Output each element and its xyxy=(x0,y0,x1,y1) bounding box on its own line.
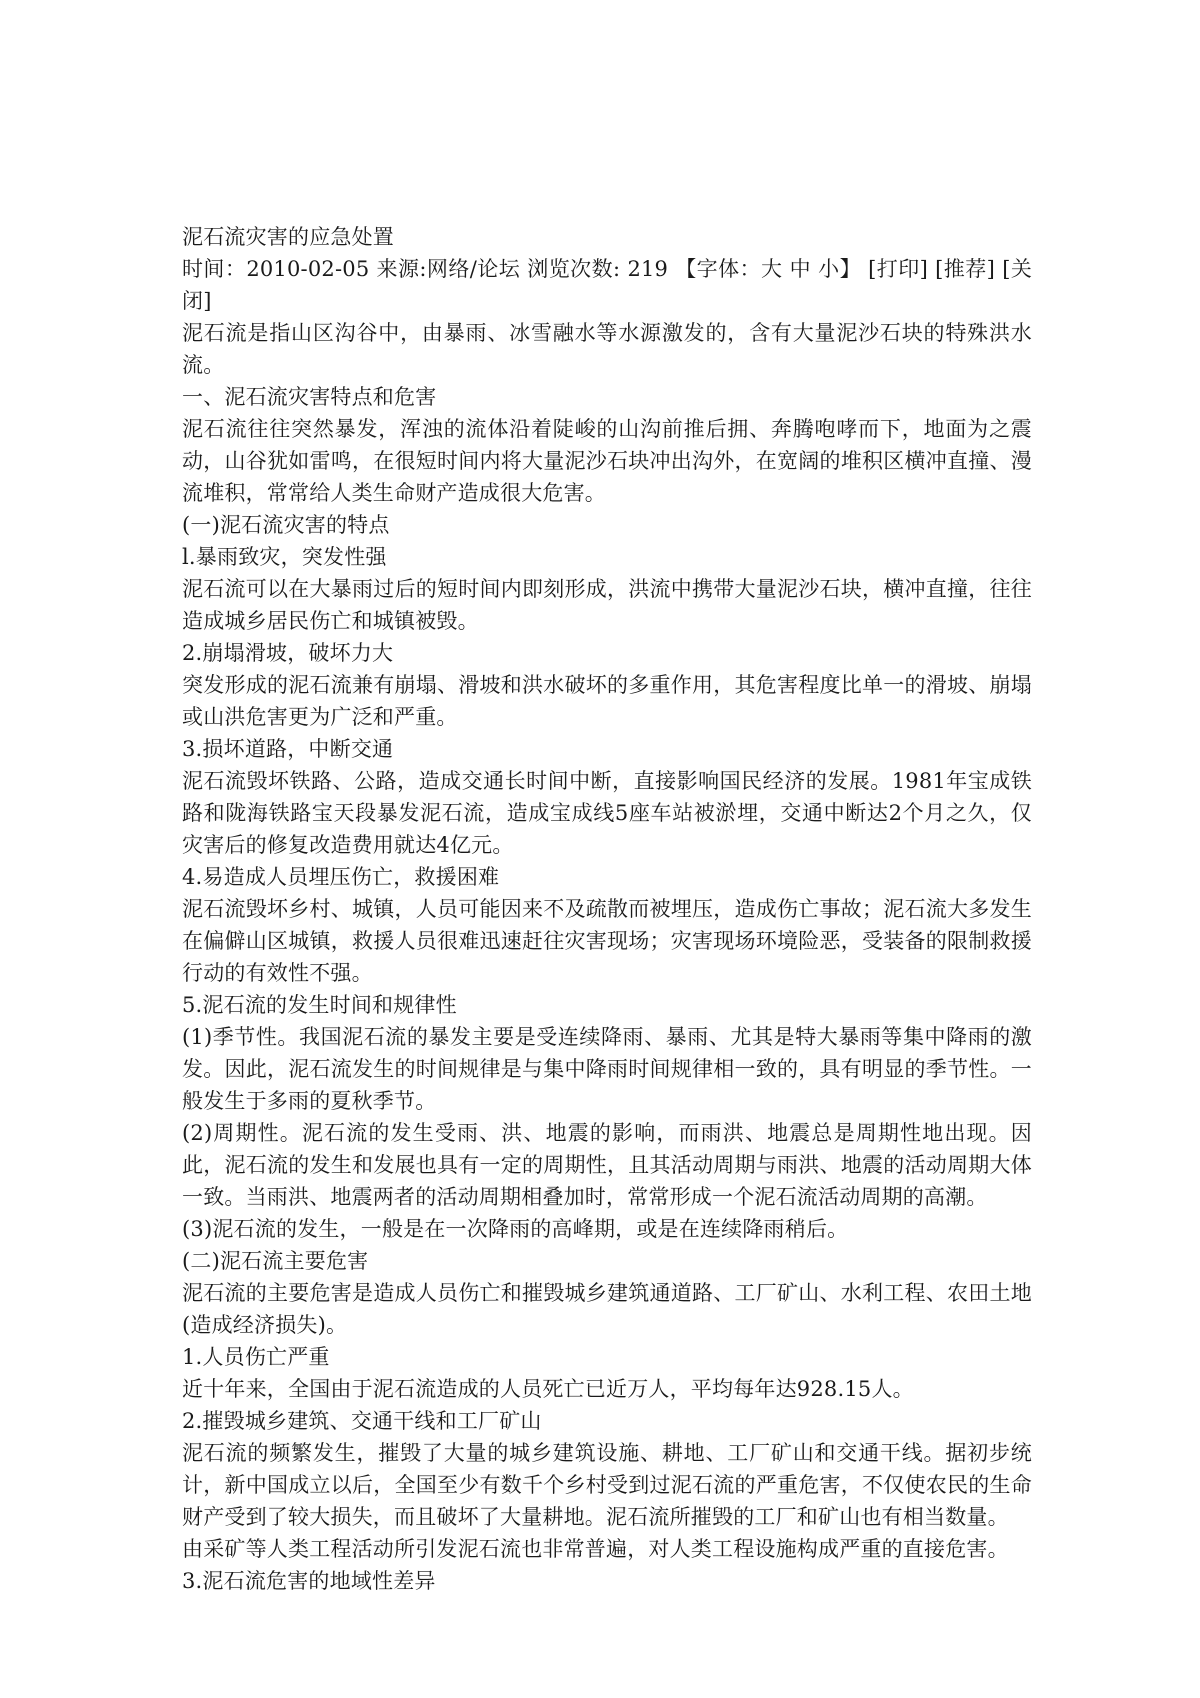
publish-date: 2010-02-05 xyxy=(246,257,370,281)
item-heading: 3.损坏道路，中断交通 xyxy=(182,737,394,761)
item-heading: 1.人员伤亡严重 xyxy=(182,1345,330,1369)
article-meta xyxy=(182,253,1032,317)
item-heading: l.暴雨致灾，突发性强 xyxy=(182,545,387,569)
time-label: 时间： xyxy=(182,257,247,281)
item-heading: 2.崩塌滑坡，破坏力大 xyxy=(182,641,394,665)
views-label: 浏览次数: xyxy=(527,257,621,281)
body-paragraph: 泥石流往往突然暴发，浑浊的流体沿着陡峻的山沟前推后拥、奔腾咆哮而下，地面为之震动，山谷犹如雷鸣，在很短时间内将大量泥沙石块冲出沟外，在宽阔的堆积区横冲直撞、漫流堆积，常常给人类生命财产造成很大危害。 xyxy=(182,417,1032,505)
font-size-large-link[interactable]: 大 xyxy=(761,257,783,281)
body-paragraph: 泥石流毁坏铁路、公路，造成交通长时间中断，直接影响国民经济的发展。1981年宝成铁路和陇海铁路宝天段暴发泥石流，造成宝成线5座车站被淤埋，交通中断达2个月之久，仅灾害后的修复改造费用就达4亿元。 xyxy=(182,769,1032,857)
body-paragraph: 由采矿等人类工程活动所引发泥石流也非常普遍，对人类工程设施构成严重的直接危害。 xyxy=(182,1537,1009,1561)
section-heading: 一、泥石流灾害特点和危害 xyxy=(182,385,437,409)
item-heading: 4.易造成人员埋压伤亡，救援困难 xyxy=(182,865,500,889)
source-label: 来源: xyxy=(376,257,427,281)
recommend-link[interactable]: [推荐] xyxy=(935,257,996,281)
document-title: 泥石流灾害的应急处置 xyxy=(182,225,394,249)
body-paragraph: 近十年来，全国由于泥石流造成的人员死亡已近万人，平均每年达928.15人。 xyxy=(182,1377,914,1401)
views-count: 219 xyxy=(627,257,669,281)
body-paragraph: (3)泥石流的发生，一般是在一次降雨的高峰期，或是在连续降雨稍后。 xyxy=(182,1217,849,1241)
close-link[interactable]: [关闭] xyxy=(182,257,1033,313)
body-paragraph: (1)季节性。我国泥石流的暴发主要是受连续降雨、暴雨、尤其是特大暴雨等集中降雨的激发。因此，泥石流发生的时间规律是与集中降雨时间规律相一致的，具有明显的季节性。一般发生于多雨的夏秋季节。 xyxy=(182,1025,1032,1113)
font-size-label: 【字体： xyxy=(675,257,761,281)
font-size-small-link[interactable]: 小 xyxy=(818,257,840,281)
body-paragraph: 泥石流可以在大暴雨过后的短时间内即刻形成，洪流中携带大量泥沙石块，横冲直撞，往往造成城乡居民伤亡和城镇被毁。 xyxy=(182,577,1032,633)
item-heading: 3.泥石流危害的地域性差异 xyxy=(182,1569,436,1593)
font-size-medium-link[interactable]: 中 xyxy=(789,257,811,281)
body-paragraph: (2)周期性。泥石流的发生受雨、洪、地震的影响，而雨洪、地震总是周期性地出现。因此，泥石流的发生和发展也具有一定的周期性，且其活动周期与雨洪、地震的活动周期大体一致。当雨洪、地震两者的活动周期相叠加时，常常形成一个泥石流活动周期的高潮。 xyxy=(182,1121,1032,1209)
subsection-heading: (二)泥石流主要危害 xyxy=(182,1249,369,1273)
body-paragraph: 泥石流毁坏乡村、城镇，人员可能因来不及疏散而被埋压，造成伤亡事故；泥石流大多发生在偏僻山区城镇，救援人员很难迅速赶往灾害现场；灾害现场环境险恶，受装备的限制救援行动的有效性不强。 xyxy=(182,897,1032,985)
item-heading: 5.泥石流的发生时间和规律性 xyxy=(182,993,457,1017)
body-paragraph: 泥石流的主要危害是造成人员伤亡和摧毁城乡建筑通道路、工厂矿山、水利工程、农田土地(造成经济损失)。 xyxy=(182,1281,1032,1337)
body-paragraph: 泥石流的频繁发生，摧毁了大量的城乡建筑设施、耕地、工厂矿山和交通干线。据初步统计，新中国成立以后，全国至少有数千个乡村受到过泥石流的严重危害，不仅使农民的生命财产受到了较大损失，而且破坏了大量耕地。泥石流所摧毁的工厂和矿山也有相当数量。 xyxy=(182,1441,1032,1529)
intro-paragraph: 泥石流是指山区沟谷中，由暴雨、冰雪融水等水源激发的，含有大量泥沙石块的特殊洪水流。 xyxy=(182,321,1032,377)
body-paragraph: 突发形成的泥石流兼有崩塌、滑坡和洪水破坏的多重作用，其危害程度比单一的滑坡、崩塌或山洪危害更为广泛和严重。 xyxy=(182,673,1032,729)
font-size-bracket: 】 xyxy=(839,257,861,281)
print-link[interactable]: [打印] xyxy=(868,257,929,281)
subsection-heading: (一)泥石流灾害的特点 xyxy=(182,513,390,537)
item-heading: 2.摧毁城乡建筑、交通干线和工厂矿山 xyxy=(182,1409,542,1433)
document-body xyxy=(182,221,1032,1597)
source-value: 网络/论坛 xyxy=(426,257,521,281)
